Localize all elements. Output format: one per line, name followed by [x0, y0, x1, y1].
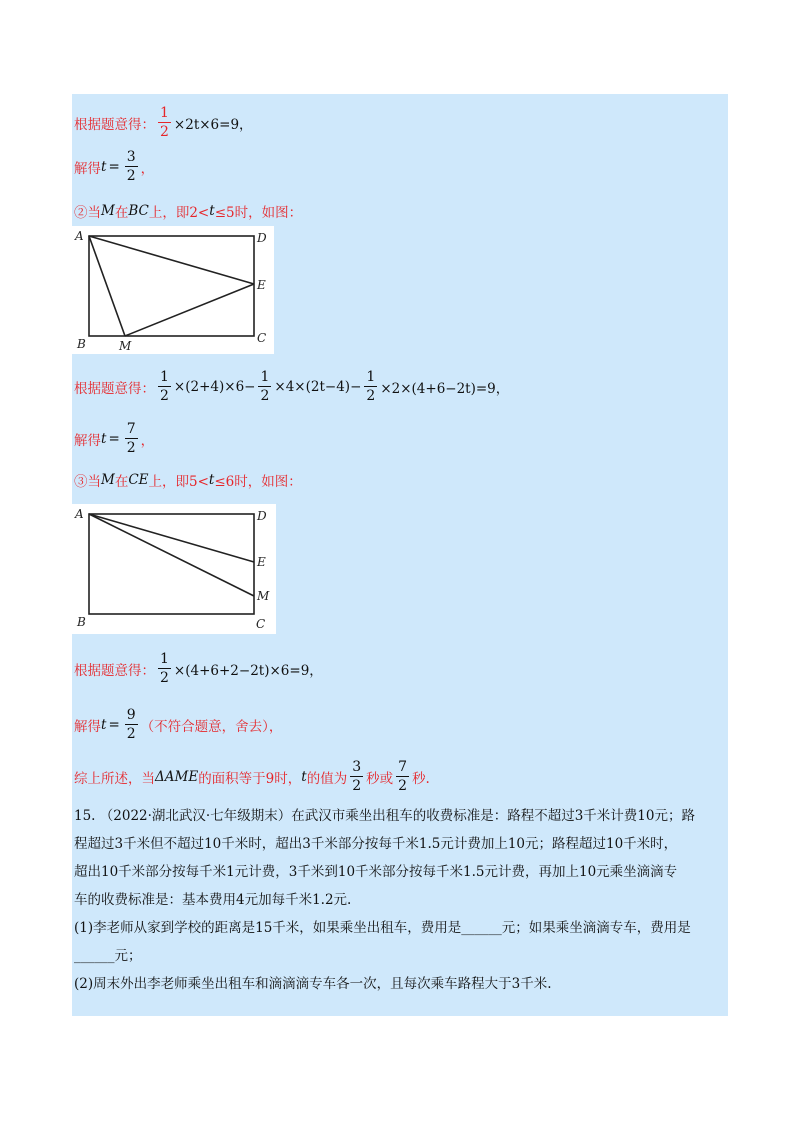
- label-B: B: [77, 615, 86, 629]
- question-1-line: (1)李老师从家到学校的距离是15千米，如果乘坐出租车，费用是______元；如果乘坐滴滴专车，费用是: [74, 920, 691, 936]
- solution-line-2: [74, 148, 154, 185]
- expression: ×(2+4)×6−: [173, 378, 256, 395]
- label-D: D: [257, 509, 267, 523]
- eq: =: [108, 158, 120, 175]
- frac-den: 2: [126, 726, 136, 742]
- solution-line-6: [74, 706, 282, 743]
- text: 解得: [74, 718, 101, 735]
- fraction: $\frac{1}{2}$: [160, 651, 169, 686]
- label-E: E: [257, 555, 266, 569]
- eq: =: [108, 716, 120, 733]
- label-A: A: [75, 229, 84, 243]
- text: 秒或: [366, 770, 394, 787]
- frac-den: 2: [126, 440, 136, 456]
- text: ③当: [74, 474, 101, 490]
- question-1-line: ______元；: [74, 948, 142, 964]
- expression: ×2×(4+6−2t)=9，: [380, 380, 510, 397]
- var: t: [101, 158, 107, 175]
- var: t: [101, 716, 107, 733]
- eq: =: [108, 430, 120, 447]
- problem-line: 程超过3千米但不超过10千米时，超出3千米部分按每千米1.5元计费加上10元；路程超过10千米时，: [74, 836, 678, 852]
- figure-1: [72, 226, 274, 354]
- text: 的面积等于9时，: [198, 770, 302, 787]
- var: t: [101, 430, 107, 447]
- frac-num: 3: [126, 149, 136, 165]
- text: 的值为: [306, 770, 348, 787]
- label-E: E: [257, 278, 266, 292]
- frac-num: 7: [126, 421, 136, 437]
- label-M: M: [257, 589, 270, 603]
- var: CE: [128, 472, 149, 488]
- text: 上，即2<: [148, 205, 210, 221]
- fraction: $\frac{1}{2}$: [260, 369, 270, 404]
- segment-AE: [89, 236, 254, 284]
- fraction: [350, 758, 363, 795]
- text: （不符合题意，舍去），: [140, 718, 283, 735]
- text: ②当: [74, 205, 101, 221]
- var: M: [101, 203, 115, 219]
- var: t: [301, 768, 307, 785]
- label-C: C: [256, 617, 266, 631]
- summary-line: [74, 758, 430, 795]
- label-M: M: [119, 339, 132, 353]
- fraction: [125, 148, 138, 185]
- text: ，: [140, 160, 155, 177]
- expression: ×2t×6=9，: [173, 116, 253, 133]
- frac-den: 2: [126, 168, 136, 184]
- frac-den: 2: [398, 778, 408, 794]
- rect-ABCD: [89, 514, 254, 614]
- label-A: A: [75, 507, 84, 521]
- segment-AM: [89, 236, 125, 336]
- problem-15: [74, 802, 724, 998]
- text: 综上所述，当: [74, 770, 155, 787]
- fraction: [125, 420, 138, 457]
- fraction: [158, 104, 171, 141]
- frac-num: 9: [126, 707, 136, 723]
- fraction: [396, 758, 409, 795]
- case-3-heading: [74, 470, 302, 490]
- solution-line-5: [74, 650, 323, 687]
- expression: ×4×(2t−4)−: [274, 378, 362, 395]
- label-B: B: [77, 337, 86, 351]
- text: 根据题意得：: [74, 662, 155, 679]
- frac-den: 2: [352, 778, 362, 794]
- text: 在: [114, 474, 129, 490]
- text: ≤6时，如图：: [214, 474, 302, 490]
- frac-num: 7: [398, 759, 408, 775]
- text: 解得: [74, 160, 101, 177]
- var: t: [208, 472, 215, 488]
- problem-line: 车的收费标准是：基本费用4元加每千米1.2元.: [74, 892, 352, 908]
- text: 解得: [74, 432, 101, 449]
- text: 上，即5<: [148, 474, 209, 490]
- text: 在: [114, 205, 129, 221]
- text: ≤5时，如图：: [214, 205, 303, 221]
- frac-num: 1: [160, 105, 169, 121]
- text: ，: [140, 432, 155, 449]
- text: 秒.: [412, 770, 430, 787]
- solution-line-3: [74, 368, 509, 405]
- label-C: C: [257, 331, 267, 345]
- question-2-line: (2)周末外出李老师乘坐出租车和滴滴滴专车各一次，且每次乘车路程大于3千米.: [74, 976, 552, 992]
- expression: ×(4+6+2−2t)×6=9，: [173, 662, 323, 679]
- solution-line-1: [74, 104, 253, 141]
- frac-den: 2: [160, 124, 169, 140]
- segment-ME: [125, 284, 254, 336]
- rect-ABCD: [89, 236, 254, 336]
- fraction: $\frac{1}{2}$: [160, 369, 169, 404]
- frac-num: 3: [352, 759, 362, 775]
- case-2-heading: [74, 201, 302, 221]
- figure-2: [72, 504, 276, 634]
- label-D: D: [257, 231, 267, 245]
- problem-line: 15. （2022·湖北武汉·七年级期末）在武汉市乘坐出租车的收费标准是：路程不超过3千米计费10元；路: [74, 808, 695, 824]
- text: 根据题意得：: [74, 116, 155, 133]
- problem-line: 超出10千米部分按每千米1元计费，3千米到10千米部分按每千米1.5元计费，再加上10元乘坐滴滴专: [74, 864, 678, 880]
- fraction: $\frac{1}{2}$: [366, 369, 376, 404]
- var: t: [209, 203, 215, 219]
- solution-line-4: [74, 420, 154, 457]
- var: ΔAME: [155, 768, 199, 785]
- var: M: [101, 472, 115, 488]
- fraction: [125, 706, 138, 743]
- text: 根据题意得：: [74, 380, 155, 397]
- var: BC: [128, 203, 149, 219]
